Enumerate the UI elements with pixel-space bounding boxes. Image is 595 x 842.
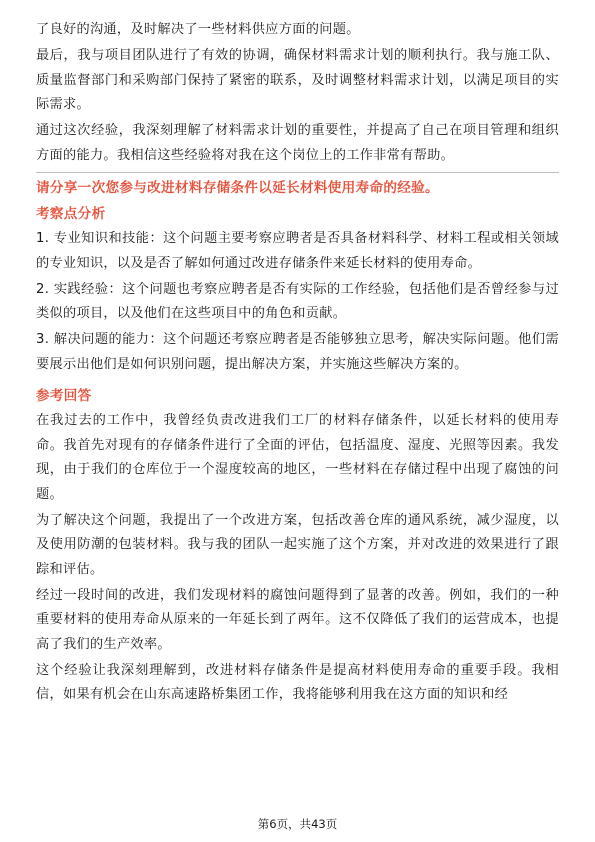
analysis-item: 2. 实践经验：这个问题也考察应聘者是否有实际的工作经验，包括他们是否曾经参与过类似的项目，以及他们在这些项目中的角色和贡献。 [36,281,559,321]
document-page [36,18,559,709]
question-title: 请分享一次您参与改进材料存储条件以延长材料使用寿命的经验。 [36,180,439,196]
analysis-section [36,203,559,377]
answer-section [36,385,559,708]
analysis-item: 3. 解决问题的能力：这个问题还考察应聘者是否能够独立思考，解决实际问题。他们需要展示出他们是如何识别问题，提出解决方案，并实施这些解决方案的。 [36,332,559,372]
intro-paragraph: 通过这次经验，我深刻理解了材料需求计划的重要性，并提高了自己在项目管理和组织方面的能力。我相信这些经验将对我在这个岗位上的工作非常有帮助。 [36,123,559,163]
answer-paragraph: 在我过去的工作中，我曾经负责改进我们工厂的材料存储条件，以延长材料的使用寿命。我首先对现有的存储条件进行了全面的评估，包括温度、湿度、光照等因素。我发现，由于我们的仓库位于一个湿度较高的地区，一些材料在存储过程中出现了腐蚀的问题。 [36,413,559,502]
answer-paragraph: 这个经验让我深刻理解到，改进材料存储条件是提高材料使用寿命的重要手段。我相信，如果有机会在山东高速路桥集团工作，我将能够利用我在这方面的知识和经 [36,662,559,702]
section-divider [36,172,559,173]
page-number: 第6页，共43页 [257,817,338,831]
analysis-item: 1. 专业知识和技能：这个问题主要考察应聘者是否具备材料科学、材料工程或相关领域的专业知识，以及是否了解如何通过改进存储条件来延长材料的使用寿命。 [36,231,559,271]
intro-paragraph: 最后，我与项目团队进行了有效的协调，确保材料需求计划的顺利执行。我与施工队、质量监督部门和采购部门保持了紧密的联系，及时调整材料需求计划，以满足项目的实际需求。 [36,48,559,112]
intro-paragraph: 了良好的沟通，及时解决了一些材料供应方面的问题。 [36,22,360,37]
answer-paragraph: 经过一段时间的改进，我们发现材料的腐蚀问题得到了显著的改善。例如，我们的一种重要材料的使用寿命从原来的一年延长到了两年。这不仅降低了我们的运营成本，也提高了我们的生产效率。 [36,587,559,652]
analysis-heading: 考察点分析 [36,206,106,222]
answer-paragraph: 为了解决这个问题，我提出了一个改进方案，包括改善仓库的通风系统，减少湿度，以及使用防潮的包装材料。我与我的团队一起实施了这个方案，并对改进的效果进行了跟踪和评估。 [36,512,559,577]
intro-section [36,18,559,168]
answer-heading: 参考回答 [36,388,92,404]
